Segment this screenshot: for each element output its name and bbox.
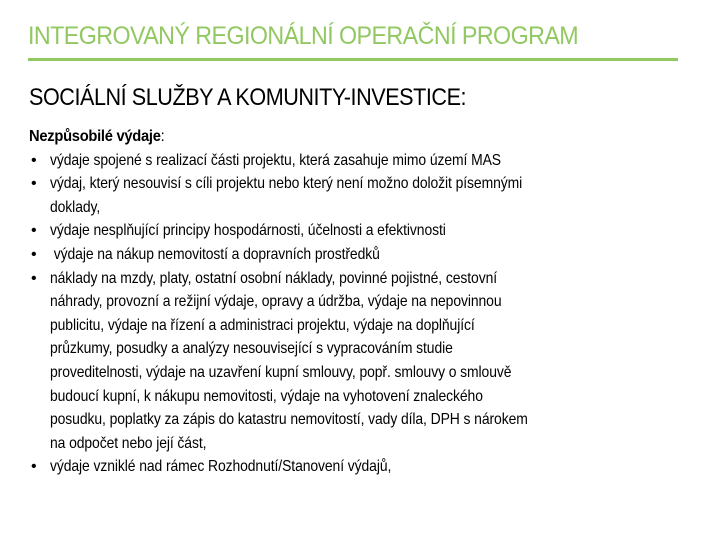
bullet-icon: • — [31, 458, 37, 476]
list-item — [29, 267, 699, 456]
list-item-text-line: posudku, poplatky za zápis do katastru nemovitostí, vady díla, DPH s nárokem — [50, 411, 528, 429]
section-heading-colon: : — [160, 128, 165, 145]
header-divider — [28, 58, 678, 61]
list-item — [29, 219, 699, 243]
bullet-icon: • — [31, 222, 37, 240]
list-item — [29, 149, 699, 173]
list-item — [29, 455, 699, 479]
program-title: INTEGROVANÝ REGIONÁLNÍ OPERAČNÍ PROGRAM — [28, 22, 579, 50]
bullet-icon: • — [31, 245, 37, 263]
list-item-text-line: na odpočet nebo její část, — [50, 434, 207, 452]
slide-title: SOCIÁLNÍ SLUŽBY A KOMUNITY-INVESTICE: — [29, 84, 467, 111]
bullet-icon: • — [31, 269, 37, 287]
list-item-text-line: proveditelnosti, výdaje na uzavření kupní smlouvy, popř. smlouvy o smlouvě — [50, 363, 512, 381]
list-item-text-line: doklady, — [50, 198, 101, 216]
section-heading — [29, 125, 645, 149]
section-heading-text: Nezpůsobilé výdaje — [29, 128, 161, 145]
list-item-text-line: průzkumy, posudky a analýzy nesouvisející s vypracováním studie — [50, 340, 453, 358]
slide-body — [29, 125, 699, 479]
list-item-text-line: výdaje nesplňující principy hospodárnosti, účelnosti a efektivnosti — [50, 222, 446, 240]
list-item-text-line: výdaje na nákup nemovitostí a dopravních prostředků — [50, 245, 380, 263]
list-item-text-line: náhrady, provozní a režijní výdaje, opravy a údržba, výdaje na nepovinnou — [50, 293, 502, 311]
list-item-text-line: náklady na mzdy, platy, ostatní osobní náklady, povinné pojistné, cestovní — [50, 269, 498, 287]
bullet-icon: • — [31, 175, 37, 193]
list-item — [29, 243, 699, 267]
list-item-text-line: publicitu, výdaje na řízení a administraci projektu, výdaje na doplňující — [50, 316, 475, 334]
list-item-text-line: výdaje vzniklé nad rámec Rozhodnutí/Stanovení výdajů, — [50, 458, 392, 476]
bullet-icon: • — [31, 151, 37, 169]
list-item-text-line: výdaj, který nesouvisí s cíli projektu nebo který není možno doložit písemnými — [50, 175, 523, 193]
ineligible-expenses-list — [29, 149, 699, 479]
list-item — [29, 172, 699, 219]
list-item-text-line: budoucí kupní, k nákupu nemovitosti, výdaje na vyhotovení znaleckého — [50, 387, 483, 405]
list-item-text-line: výdaje spojené s realizací části projektu, která zasahuje mimo území MAS — [50, 151, 501, 169]
